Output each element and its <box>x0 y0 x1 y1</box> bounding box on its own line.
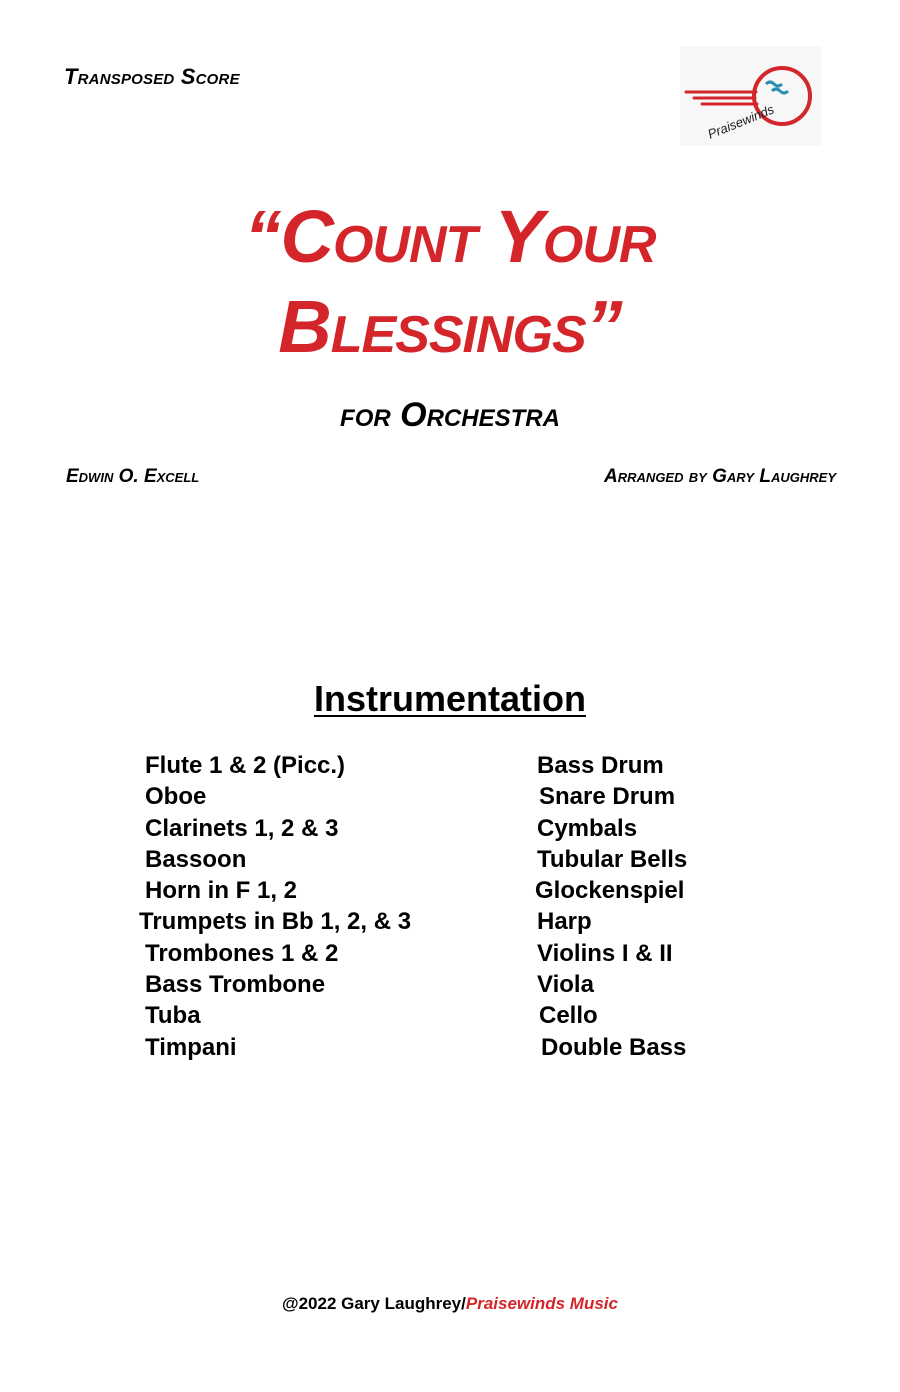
page-title <box>120 192 780 372</box>
list-item: Harp <box>537 908 592 936</box>
list-item: Timpani <box>145 1033 237 1061</box>
list-item: Bass Drum <box>537 752 664 779</box>
score-type-label: Transposed Score <box>64 64 240 89</box>
list-item: Cello <box>539 1002 598 1030</box>
copyright-text: @2022 Gary Laughrey/ <box>282 1294 466 1313</box>
title-line-1: “Count Your <box>244 195 656 278</box>
list-item: Trumpets in Bb 1, 2, & 3 <box>139 908 412 936</box>
list-item: Bass Trombone <box>145 971 326 999</box>
list-item: Trombones 1 & 2 <box>145 939 339 967</box>
instrumentation-heading: Instrumentation <box>313 678 586 719</box>
list-item: Tubular Bells <box>537 845 688 873</box>
instrument-list-left <box>139 750 412 1063</box>
list-item: Clarinets 1, 2 & 3 <box>145 814 339 842</box>
list-item: Double Bass <box>541 1033 687 1061</box>
list-item: Horn in F 1, 2 <box>145 877 298 905</box>
list-item: Tuba <box>145 1002 201 1030</box>
list-item: Bassoon <box>145 845 247 873</box>
copyright-footer <box>0 1294 900 1314</box>
title-line-2: Blessings” <box>278 285 622 368</box>
publisher-name: Praisewinds Music <box>465 1294 618 1313</box>
list-item: Glockenspiel <box>535 877 685 905</box>
composer-credit: Edwin O. Excell <box>66 466 200 487</box>
subtitle: for Orchestra <box>340 396 560 434</box>
list-item: Flute 1 & 2 (Picc.) <box>145 752 346 779</box>
praisewinds-logo <box>680 46 822 146</box>
logo-wordmark: Praisewinds <box>705 101 777 142</box>
list-item: Violins I & II <box>537 939 673 967</box>
arranger-credit: Arranged by Gary Laughrey <box>604 466 836 487</box>
list-item: Cymbals <box>537 814 638 842</box>
list-item: Snare Drum <box>539 783 676 811</box>
list-item: Viola <box>537 971 594 999</box>
list-item: Oboe <box>145 783 207 811</box>
instrument-list-right <box>537 750 687 1063</box>
